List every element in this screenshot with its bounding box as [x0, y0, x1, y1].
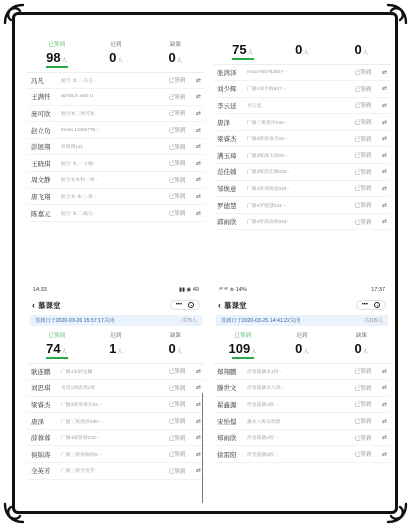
student-name: 刘思琪	[31, 385, 51, 393]
signin-status: 已签到	[354, 120, 372, 127]
edit-status-icon[interactable]: ⇄	[195, 127, 201, 134]
student-name: 滕世文	[217, 385, 237, 393]
more-icon[interactable]: •••	[175, 302, 182, 308]
signin-status: 已签到	[168, 111, 186, 118]
signin-status: 已签到	[168, 78, 186, 85]
stat-number: 0	[354, 42, 362, 57]
signin-status: 已签到	[354, 219, 372, 226]
student-row[interactable]	[213, 446, 391, 463]
student-name: 冯凡	[31, 77, 44, 85]
edit-status-icon[interactable]: ⇄	[381, 69, 387, 76]
edit-status-icon[interactable]: ⇄	[195, 368, 201, 375]
signin-status: 已签到	[354, 369, 372, 376]
student-row[interactable]	[213, 98, 391, 115]
student-dept: 电电1刘思琪1班	[61, 386, 96, 392]
student-dept: 广播4班邹焕意042···	[247, 186, 292, 192]
student-row[interactable]	[27, 139, 205, 156]
student-row[interactable]	[213, 131, 391, 148]
signin-status: 已签到	[168, 402, 186, 409]
nav-left	[32, 300, 61, 311]
more-icon[interactable]: •••	[361, 302, 368, 308]
stat-unit: 人	[176, 349, 183, 355]
stat-unit: 人	[61, 58, 68, 64]
stat-late[interactable]	[273, 40, 332, 60]
student-dept: 广播4薛蓉蓉043···	[61, 436, 101, 442]
student-row[interactable]	[27, 106, 205, 123]
attendance-panel-top-left	[27, 37, 205, 269]
edit-status-icon[interactable]: ⇄	[195, 144, 201, 151]
stat-value	[229, 341, 257, 356]
student-dept: 航空·本一·王晓···	[61, 161, 98, 167]
student-list	[213, 363, 391, 464]
edit-status-icon[interactable]: ⇄	[381, 219, 387, 226]
student-dept: moon765762607···	[247, 69, 288, 75]
student-dept: 形金霞播本九班···	[247, 386, 286, 392]
stats-summary	[213, 37, 391, 64]
signin-status: 已签到	[354, 86, 372, 93]
page-title: 慕课堂	[38, 300, 61, 310]
stat-value	[354, 42, 368, 57]
student-name: 耿连鹏	[31, 368, 51, 376]
student-name: 宋怡憬	[217, 418, 237, 426]
close-target-icon[interactable]	[188, 302, 194, 308]
stat-value	[232, 42, 253, 57]
stat-value	[109, 50, 123, 65]
signin-status: 已签到	[354, 452, 372, 459]
edit-status-icon[interactable]: ⇄	[195, 193, 201, 200]
active-tab-indicator	[46, 357, 68, 359]
student-row[interactable]	[213, 397, 391, 414]
stat-late[interactable]	[87, 40, 146, 68]
stat-absent[interactable]	[332, 40, 391, 60]
stat-absent[interactable]	[332, 331, 391, 359]
stat-label: 缺课	[355, 333, 367, 339]
signin-status: 已签到	[354, 136, 372, 143]
student-row[interactable]	[27, 397, 205, 414]
student-row[interactable]	[213, 81, 391, 98]
nav-bar	[27, 297, 205, 313]
edit-status-icon[interactable]: ⇄	[381, 136, 387, 143]
student-dept: 广播4班郭雨欣043···	[247, 220, 292, 226]
stat-absent[interactable]	[146, 40, 205, 68]
edit-status-icon[interactable]: ⇄	[195, 418, 201, 425]
student-name: 梁睿杰	[31, 401, 51, 409]
clock: 17:37	[371, 287, 385, 293]
student-dept: 形金霞播本1班···	[247, 369, 284, 375]
stat-label: 已签到	[48, 333, 65, 339]
signin-status: 已签到	[168, 94, 186, 101]
attendance-panel-top-right	[213, 37, 391, 269]
signin-closed-text: 签到日于2020-03-26 15:57:17关闭	[35, 318, 115, 324]
edit-status-icon[interactable]: ⇄	[381, 202, 387, 209]
student-name: 郑翔鹏	[217, 368, 237, 376]
student-dept: 广播三班全英芳···	[61, 469, 100, 475]
signin-status: 已签到	[168, 144, 186, 151]
student-row[interactable]	[213, 114, 391, 131]
edit-status-icon[interactable]: ⇄	[381, 119, 387, 126]
student-row[interactable]	[27, 155, 205, 172]
signin-status: 已签到	[168, 419, 186, 426]
student-row[interactable]	[27, 430, 205, 447]
student-dept: 航空·本二·冯凡···	[61, 78, 98, 84]
close-target-icon[interactable]	[374, 302, 380, 308]
signin-status: 已签到	[168, 435, 186, 442]
corner-ornament-icon	[385, 2, 409, 26]
edit-status-icon[interactable]: ⇄	[195, 110, 201, 117]
signin-status: 已签到	[354, 103, 372, 110]
student-row[interactable]	[27, 364, 205, 381]
signin-status: 已签到	[354, 186, 372, 193]
student-row[interactable]	[27, 446, 205, 463]
student-dept: 航空本本科一周···	[61, 178, 100, 184]
stat-checked[interactable]	[27, 40, 86, 68]
signin-info-bar	[216, 315, 388, 326]
stat-value	[295, 42, 309, 57]
student-dept: 广播3班范佳嫦033···	[247, 170, 292, 176]
stat-unit: 人	[176, 58, 183, 64]
stat-number: 98	[46, 50, 61, 65]
stat-unit: 人	[247, 50, 254, 56]
stat-number: 0	[109, 50, 117, 65]
signin-status: 已签到	[168, 468, 186, 475]
stat-label: 迟到	[110, 333, 122, 339]
student-dept: 播本八班宋怡憬	[247, 419, 281, 425]
student-name: 王晓琪	[31, 160, 51, 168]
student-name: 满玉璋	[217, 152, 237, 160]
stat-label: 已签到	[234, 333, 251, 339]
student-name: 唐泽	[217, 119, 230, 127]
student-row[interactable]	[213, 380, 391, 397]
active-tab-indicator	[232, 58, 254, 60]
stat-unit: 人	[303, 349, 309, 355]
signin-info-bar	[30, 315, 202, 326]
page-title: 慕课堂	[224, 300, 247, 310]
stat-number: 75	[232, 42, 247, 57]
stat-unit: 人	[362, 349, 369, 355]
signin-status: 已签到	[354, 435, 372, 442]
corner-ornament-icon	[2, 501, 26, 525]
student-dept: 广播三班唐泽030···	[247, 120, 289, 126]
stat-checked[interactable]	[213, 331, 272, 359]
student-row[interactable]	[27, 122, 205, 139]
screenshot-frame	[12, 12, 398, 514]
student-row[interactable]	[27, 205, 205, 222]
stat-unit: 人	[303, 50, 309, 56]
back-icon[interactable]: ‹	[32, 299, 35, 310]
student-dept: 形金霞播3班···	[247, 452, 279, 458]
edit-status-icon[interactable]: ⇄	[195, 451, 201, 458]
edit-status-icon[interactable]: ⇄	[195, 77, 201, 84]
student-name: 李云延	[217, 102, 237, 110]
student-row[interactable]	[213, 197, 391, 214]
signin-status: 已签到	[168, 177, 186, 184]
attendance-panel-bottom-right	[213, 283, 391, 509]
clock: 14:33	[33, 287, 47, 293]
student-dept: l&#39;m with U	[61, 94, 94, 100]
stat-checked[interactable]	[213, 40, 272, 60]
edit-status-icon[interactable]: ⇄	[195, 94, 201, 101]
student-row[interactable]	[27, 413, 205, 430]
student-name: 张鸿泽	[217, 69, 237, 77]
student-row[interactable]	[213, 430, 391, 447]
corner-ornament-icon	[385, 501, 409, 525]
stat-value	[295, 341, 309, 356]
signin-status: 已签到	[354, 419, 372, 426]
signin-status: 已签到	[354, 169, 372, 176]
edit-status-icon[interactable]: ⇄	[195, 435, 201, 442]
edit-status-icon[interactable]: ⇄	[381, 102, 387, 109]
stat-unit: 人	[61, 349, 68, 355]
stats-summary	[213, 328, 391, 363]
student-row[interactable]	[213, 214, 391, 231]
student-row[interactable]	[27, 172, 205, 189]
student-name: 周文静	[31, 177, 51, 185]
signin-status: 已签到	[354, 70, 372, 77]
stat-unit: 人	[117, 349, 123, 355]
edit-status-icon[interactable]: ⇄	[381, 86, 387, 93]
student-row[interactable]	[213, 147, 391, 164]
student-dept: 广播4本耿连鹏	[61, 369, 93, 375]
stat-late[interactable]	[87, 331, 146, 359]
mini-program-capsule	[170, 300, 200, 310]
student-dept: moon.11562775···	[61, 127, 101, 133]
stat-checked[interactable]	[27, 331, 86, 359]
stat-label: 迟到	[110, 42, 122, 48]
student-name: 彭展翔	[31, 144, 51, 152]
student-dept: 航空本三度可欣···	[61, 111, 100, 117]
stat-value	[168, 50, 182, 65]
stat-number: 109	[228, 341, 251, 356]
stat-number: 0	[295, 42, 303, 57]
stat-label: 缺课	[169, 333, 181, 339]
student-dept: 航空·本二·陈元···	[61, 211, 98, 217]
signin-status: 已签到	[354, 203, 372, 210]
edit-status-icon[interactable]: ⇄	[195, 468, 201, 475]
student-dept: 广播三班侯锦涛0···	[61, 452, 103, 458]
stat-unit: 人	[251, 349, 257, 355]
signin-status: 已签到	[168, 369, 186, 376]
student-row[interactable]	[213, 364, 391, 381]
signin-status: 已签到	[354, 153, 372, 160]
stat-unit: 人	[117, 58, 123, 64]
edit-status-icon[interactable]: ⇄	[195, 210, 201, 217]
student-row[interactable]	[213, 164, 391, 181]
student-dept: 广播3班梁睿杰03···	[247, 137, 289, 143]
stat-value	[168, 341, 182, 356]
student-dept: 广播4罗德慧031···	[247, 203, 287, 209]
edit-status-icon[interactable]: ⇄	[381, 435, 387, 442]
student-row[interactable]	[213, 181, 391, 198]
student-dept: 广播4刘少辉647···	[247, 87, 287, 93]
stat-value	[46, 50, 67, 65]
student-list	[213, 64, 391, 231]
edit-status-icon[interactable]: ⇄	[381, 385, 387, 392]
student-name: 郑雨欣	[217, 435, 237, 443]
student-dept: 航空本·本三·唐···	[61, 194, 98, 200]
total-count: 共75人	[180, 318, 197, 324]
signin-status: 已签到	[168, 452, 186, 459]
edit-status-icon[interactable]: ⇄	[381, 368, 387, 375]
status-bar	[27, 283, 205, 297]
active-tab-indicator	[46, 66, 68, 68]
stat-value	[354, 341, 368, 356]
status-icons: ▮▮ ◉ 49	[178, 287, 199, 293]
student-name: 翟鑫源	[217, 401, 237, 409]
stat-value	[109, 341, 123, 356]
student-name: 陈嘉元	[31, 210, 51, 218]
attendance-panel-bottom-left	[27, 283, 205, 509]
edit-status-icon[interactable]: ⇄	[381, 418, 387, 425]
stat-number: 1	[109, 341, 117, 356]
signin-status: 已签到	[168, 211, 186, 218]
student-name: 罗德慧	[217, 202, 237, 210]
student-row[interactable]	[27, 73, 205, 90]
stat-value	[46, 341, 67, 356]
stat-label: 迟到	[296, 333, 308, 339]
stats-summary	[27, 328, 205, 363]
edit-status-icon[interactable]: ⇄	[195, 401, 201, 408]
student-row[interactable]	[27, 89, 205, 106]
stat-absent[interactable]	[146, 331, 205, 359]
stat-number: 0	[354, 341, 362, 356]
student-dept: 广播3班满玉璋03···	[247, 153, 289, 159]
student-name: 王满忏	[31, 94, 51, 102]
student-name: 唐泽	[31, 418, 44, 426]
signin-closed-text: 签到日于2020-03-25 14:41:22关闭	[221, 318, 301, 324]
status-bar	[213, 283, 391, 297]
stat-number: 0	[295, 341, 303, 356]
student-name: 唐飞翔	[31, 193, 51, 201]
student-row[interactable]	[213, 65, 391, 82]
stat-late[interactable]	[273, 331, 332, 359]
student-name: 赵立功	[31, 127, 51, 135]
corner-ornament-icon	[2, 2, 26, 26]
stats-summary	[27, 37, 205, 72]
edit-status-icon[interactable]: ⇄	[195, 160, 201, 167]
student-name: 徐雷阳	[217, 451, 237, 459]
nav-left	[218, 300, 247, 311]
student-dept: 形金霞播4班···	[247, 402, 279, 408]
student-list	[27, 363, 205, 480]
edit-status-icon[interactable]: ⇄	[381, 169, 387, 176]
student-row[interactable]	[27, 380, 205, 397]
signin-status: 已签到	[168, 161, 186, 168]
student-dept: 李云延	[247, 103, 262, 109]
edit-status-icon[interactable]: ⇄	[195, 177, 201, 184]
student-name: 梁睿杰	[217, 136, 237, 144]
stat-number: 74	[46, 341, 61, 356]
active-tab-indicator	[232, 357, 254, 359]
mini-program-capsule	[356, 300, 386, 310]
signin-status: 已签到	[354, 402, 372, 409]
student-dept: 彭展翔111	[61, 145, 83, 151]
edit-status-icon[interactable]: ⇄	[195, 385, 201, 392]
back-icon[interactable]: ‹	[218, 299, 221, 310]
stat-label: 缺课	[169, 42, 181, 48]
status-icons: ᵃˡˡ ᵃˡˡ ≋ 14%	[219, 287, 247, 293]
student-row[interactable]	[27, 189, 205, 206]
student-name: 全英芳	[31, 468, 51, 476]
student-list	[27, 72, 205, 222]
scrollbar[interactable]	[202, 393, 204, 503]
stat-number: 0	[168, 50, 176, 65]
student-name: 刘少辉	[217, 86, 237, 94]
signin-status: 已签到	[168, 194, 186, 201]
total-count: 共109人	[363, 318, 383, 324]
edit-status-icon[interactable]: ⇄	[381, 185, 387, 192]
student-row[interactable]	[27, 463, 205, 480]
student-name: 邹焕意	[217, 185, 237, 193]
student-dept: 广播三班唐泽030···	[61, 419, 103, 425]
edit-status-icon[interactable]: ⇄	[381, 451, 387, 458]
stat-number: 0	[168, 341, 176, 356]
nav-bar	[213, 297, 391, 313]
student-row[interactable]	[213, 413, 391, 430]
stat-label: 已签到	[48, 42, 65, 48]
student-name: 郭雨欣	[217, 219, 237, 227]
stat-unit: 人	[362, 50, 369, 56]
edit-status-icon[interactable]: ⇄	[381, 401, 387, 408]
student-dept: 广播3班梁睿杰03···	[61, 402, 103, 408]
signin-status: 已签到	[168, 128, 186, 135]
student-name: 薛蓉蓉	[31, 435, 51, 443]
student-name: 侯锦涛	[31, 451, 51, 459]
signin-status: 已签到	[168, 385, 186, 392]
edit-status-icon[interactable]: ⇄	[381, 152, 387, 159]
student-name: 范佳嫦	[217, 169, 237, 177]
student-dept: 形金霞播4班···	[247, 436, 279, 442]
student-name: 庞可欣	[31, 110, 51, 118]
signin-status: 已签到	[354, 385, 372, 392]
